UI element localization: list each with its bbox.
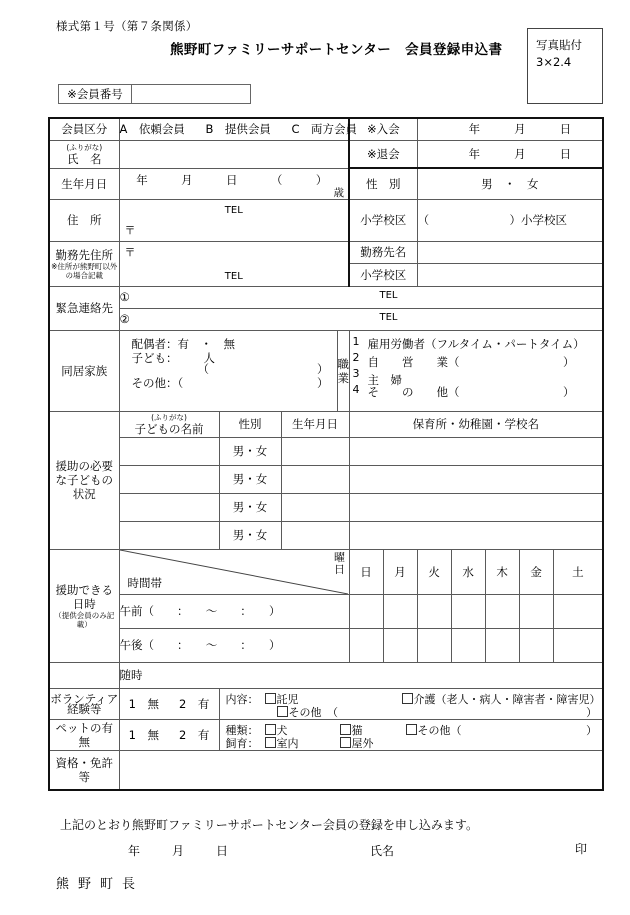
spouse-label: 配偶者： [131,336,178,351]
emergency-2-number: ② [119,312,130,326]
photo-label: 写真貼付 [536,38,582,52]
child-birth-input[interactable] [281,493,349,521]
leave-year: 年 [468,146,481,161]
photo-attach-box [527,28,603,104]
checkbox-icon[interactable] [265,737,276,748]
birthdate-input[interactable] [119,168,349,199]
pet-keep-label: 飼育： [225,736,259,750]
occupation-number-3: 3 [352,366,360,380]
checkbox-icon[interactable] [340,724,351,735]
member-type-b[interactable]: B 提供会員 [205,122,271,137]
addressee-mayor: 熊野町長 [56,877,145,892]
occupation-option-3[interactable]: 主 婦 [367,372,403,387]
member-type-a[interactable]: A 依頼会員 [119,122,185,137]
pet-label: ペットの有無 [49,719,119,750]
pet-indoor-option[interactable]: 室内 [265,735,299,751]
family-other-label: その他：（ [131,375,184,390]
afternoon-sun-cell[interactable] [349,628,383,662]
child-gender-option[interactable]: 男・女 [219,521,281,549]
pet-detail[interactable] [219,719,603,750]
child-school-input[interactable] [349,493,603,521]
child-birth-header: 生年月日 [281,411,349,437]
pet-cat-option[interactable]: 猫 [340,722,363,738]
work-tel-label: TEL [224,270,243,282]
cohabiting-family-input[interactable] [119,330,337,411]
child-birth-input[interactable] [281,465,349,493]
child-school-input[interactable] [349,465,603,493]
morning-thu-cell[interactable] [485,594,519,628]
checkbox-icon[interactable] [406,724,417,735]
child-birth-input[interactable] [281,437,349,465]
occupation-options[interactable] [349,330,603,411]
emergency-contact-1[interactable] [119,286,603,308]
seal-mark: 印 [575,842,588,856]
work-address-label: 勤務先住所 ※住所が熊野町以外の場合記載 [49,241,119,286]
join-date-label: ※入会 [349,118,417,140]
birth-month: 月 [181,172,193,187]
checkbox-icon[interactable] [265,693,276,704]
leave-date-value[interactable] [417,140,603,168]
work-postal-mark-icon: 〒 [124,245,136,259]
child-gender-header: 性別 [219,411,281,437]
morning-fri-cell[interactable] [519,594,553,628]
member-type-label: 会員区分 [49,118,119,140]
license-label: 資格・免許等 [49,750,119,790]
postal-mark-icon: 〒 [124,224,136,237]
address-label: 住 所 [49,199,119,241]
name-input[interactable] [119,140,349,168]
work-name-label: 勤務先名 [349,241,417,264]
member-number-label: ※会員番号 [58,84,132,104]
child-gender-option[interactable]: 男・女 [219,465,281,493]
birthdate-label: 生年月日 [49,168,119,199]
leave-month: 月 [514,146,526,161]
applicant-name-label[interactable]: 氏名 [370,844,395,858]
emergency-1-tel-label: TEL [379,290,398,301]
morning-sat-cell[interactable] [553,594,603,628]
license-input[interactable] [119,750,603,790]
birth-year: 年 [136,172,148,187]
child-school-header: 保育所・幼稚園・学校名 [349,411,603,437]
volunteer-childcare-option[interactable]: 託児 [265,691,299,707]
occupation-number-2: 2 [352,350,360,364]
pet-outdoor-option[interactable]: 屋外 [340,735,374,751]
morning-mon-cell[interactable] [383,594,417,628]
cohabiting-family-label: 同居家族 [49,330,119,411]
work-address-note: ※住所が熊野町以外の場合記載 [51,261,118,280]
child-name-input[interactable] [119,521,219,549]
occupation-label: 職業 [337,330,349,411]
day-header-sun: 日 [349,549,383,594]
address-input[interactable] [119,199,349,241]
child-name-furigana: (ふりがな) [151,412,187,422]
birth-day: 日 [226,172,238,187]
child-name-header: (ふりがな) 子どもの名前 [119,411,219,437]
afternoon-wed-cell[interactable] [451,628,485,662]
pet-option-yes[interactable]: 2 有 [179,727,210,742]
afternoon-mon-cell[interactable] [383,628,417,662]
join-year: 年 [468,122,481,137]
name-label: (ふりがな) 氏 名 [49,140,119,168]
volunteer-content-label: 内容： [225,692,259,706]
weekday-header-label: 曜日 [334,550,346,576]
morning-wed-cell[interactable] [451,594,485,628]
birth-paren-open: （ [270,172,283,187]
emergency-contact-label: 緊急連絡先 [49,286,119,330]
day-header-thu: 木 [485,549,519,594]
pet-option-no[interactable]: 1 無 [128,727,159,742]
volunteer-care-option[interactable]: 介護（老人・病人・障害者・障害児） [402,691,601,707]
volunteer-other-close: ） [586,705,598,719]
address-tel-label: TEL [224,205,243,216]
form-number: 様式第１号（第７条関係） [56,19,198,33]
available-schedule-label: 援助できる日時 （提供会員のみ記載） [49,549,119,662]
gender-options[interactable]: 男 ・ 女 [417,168,603,199]
day-header-mon: 月 [383,549,417,594]
emergency-1-number: ① [119,290,130,304]
application-table [48,117,604,791]
pet-kind-label: 種類： [225,723,259,737]
spouse-options[interactable]: 有 ・ 無 [177,336,235,351]
anytime-row[interactable]: 随時 [119,662,603,688]
day-header-fri: 金 [519,549,553,594]
volunteer-option-no[interactable]: 1 無 [128,696,159,711]
volunteer-content[interactable] [219,688,603,719]
leave-date-label: ※退会 [349,140,417,168]
afternoon-fri-cell[interactable] [519,628,553,662]
day-header-wed: 水 [451,549,485,594]
anytime-spacer [49,662,119,688]
pet-other-option[interactable]: その他（ [406,722,462,738]
child-birth-input[interactable] [281,521,349,549]
occupation-option-1[interactable]: 雇用労働者（フルタイム・パートタイム） [367,336,585,351]
timeslot-header-label: 時間帯 [127,575,162,590]
checkbox-icon[interactable] [340,737,351,748]
emergency-contact-2[interactable] [119,308,603,330]
child-gender-option[interactable]: 男・女 [219,493,281,521]
member-number-field [58,84,251,104]
member-number-input[interactable] [132,84,251,104]
occupation-option-4[interactable]: そ の 他（ ） [367,384,575,399]
occupation-option-2[interactable]: 自 営 業（ ） [367,354,575,369]
checkbox-icon[interactable] [277,706,288,717]
volunteer-option-yes[interactable]: 2 有 [179,696,210,711]
work-school-district-input[interactable] [417,264,603,287]
member-type-options [119,118,358,140]
afternoon-sat-cell[interactable] [553,628,603,662]
join-day: 日 [559,122,572,137]
volunteer-other-option[interactable]: その他 （ [277,704,339,720]
day-header-sat: 土 [553,549,603,594]
child-name-input[interactable] [119,437,219,465]
birth-age-unit: 歳 [333,186,345,199]
submission-date[interactable]: 年 月 日 [128,844,239,858]
gender-label: 性 別 [349,168,417,199]
morning-tue-cell[interactable] [417,594,451,628]
morning-slot-label[interactable]: 午前（ ： 〜 ： ） [119,594,349,628]
family-other-paren-close: ） [317,375,329,390]
volunteer-options[interactable] [119,688,219,719]
child-school-input[interactable] [349,437,603,465]
day-header-tue: 火 [417,549,451,594]
family-paren-open: （ [197,361,209,376]
child-name-input[interactable] [119,465,219,493]
afternoon-tue-cell[interactable] [417,628,451,662]
morning-sun-cell[interactable] [349,594,383,628]
afternoon-slot-label[interactable]: 午後（ ： 〜 ： ） [119,628,349,662]
work-name-input[interactable] [417,241,603,264]
checkbox-icon[interactable] [265,724,276,735]
pet-dog-option[interactable]: 犬 [265,722,288,738]
schedule-corner-cell [119,549,349,594]
children-count-label: 子ども： [131,350,178,365]
family-paren-close: ） [317,361,329,376]
volunteer-experience-label: ボランティア経験等 [49,688,119,719]
available-schedule-note: （提供会員のみ記載） [54,610,115,629]
work-address-input[interactable] [119,241,349,286]
photo-size: 3×2.4 [536,55,572,69]
join-month: 月 [514,122,526,137]
afternoon-thu-cell[interactable] [485,628,519,662]
birth-paren-close: ） [315,172,328,187]
child-school-input[interactable] [349,521,603,549]
emergency-2-tel-label: TEL [379,312,398,323]
name-furigana-label: (ふりがな) [66,142,103,152]
checkbox-icon[interactable] [402,693,413,704]
work-school-district-label: 小学校区 [349,264,417,287]
school-district-label: 小学校区 [349,199,417,241]
declaration-statement: 上記のとおり熊野町ファミリーサポートセンター会員の登録を申し込みます。 [60,818,478,832]
school-district-input[interactable]: （ ）小学校区 [417,199,603,241]
child-gender-option[interactable]: 男・女 [219,437,281,465]
occupation-number-4: 4 [352,382,360,396]
children-count-unit: 人 [203,350,215,365]
pet-other-close: ） [586,723,598,737]
children-status-label: 援助の必要な子どもの状況 [49,411,119,549]
document-title: 熊野町ファミリーサポートセンター 会員登録申込書 [170,42,503,58]
member-type-c[interactable]: C 両方会員 [291,122,358,137]
occupation-number-1: 1 [352,334,360,348]
pet-options[interactable] [119,719,219,750]
join-date-value[interactable] [417,118,603,140]
leave-day: 日 [559,146,572,161]
child-name-input[interactable] [119,493,219,521]
